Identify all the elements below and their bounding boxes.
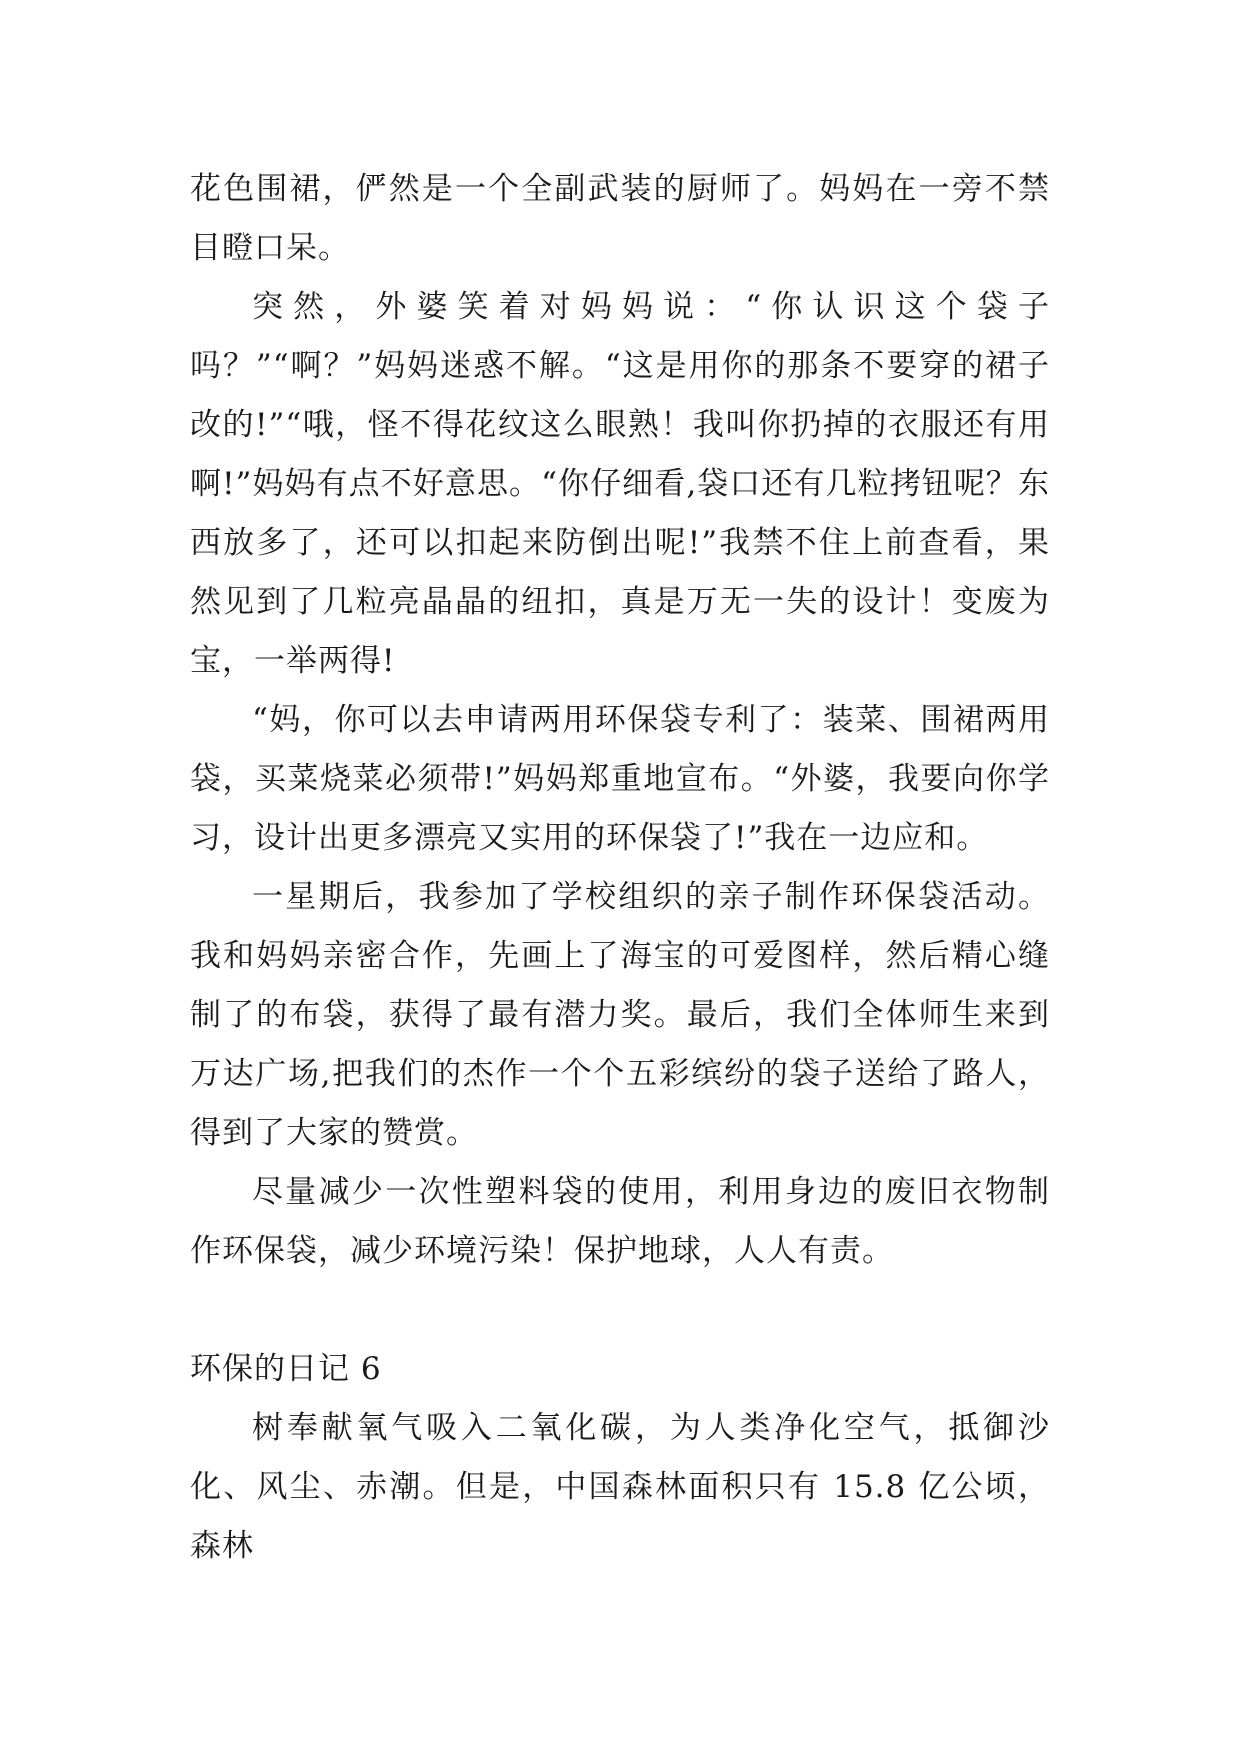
paragraph-2: 突然，外婆笑着对妈妈说：“你认识这个袋子吗？”“啊？”妈妈迷惑不解。“这是用你的那条不要穿的裙子改的!”“哦，怪不得花纹这么眼熟！我叫你扔掉的衣服还有用啊!”妈妈有点不好意思。“你仔细看,袋口还有几粒拷钮呢？东西放多了，还可以扣起来防倒出呢!”我禁不住上前查看，果然见到了几粒亮晶晶的纽扣，真是万无一失的设计！变废为宝，一举两得! — [190, 289, 1050, 679]
document-body — [190, 160, 1050, 1576]
paragraph-1: 花色围裙，俨然是一个全副武装的厨师了。妈妈在一旁不禁目瞪口呆。 — [190, 171, 1050, 266]
paragraph-3: “妈，你可以去申请两用环保袋专利了：装菜、围裙两用袋，买菜烧菜必须带!”妈妈郑重地宣布。“外婆，我要向你学习，设计出更多漂亮又实用的环保袋了!”我在一边应和。 — [190, 702, 1050, 856]
paragraph-4: 一星期后，我参加了学校组织的亲子制作环保袋活动。我和妈妈亲密合作，先画上了海宝的可爱图样，然后精心缝制了的布袋，获得了最有潜力奖。最后，我们全体师生来到万达广场,把我们的杰作一个个五彩缤纷的袋子送给了路人，得到了大家的赞赏。 — [190, 879, 1050, 1151]
section-paragraph-1: 树奉献氧气吸入二氧化碳，为人类净化空气，抵御沙化、风尘、赤潮。但是，中国森林面积只有 15.8 亿公顷，森林 — [190, 1410, 1050, 1564]
paragraph-5: 尽量减少一次性塑料袋的使用，利用身边的废旧衣物制作环保袋，减少环境污染！保护地球，人人有责。 — [190, 1174, 1050, 1269]
section-title: 环保的日记 6 — [190, 1351, 382, 1387]
